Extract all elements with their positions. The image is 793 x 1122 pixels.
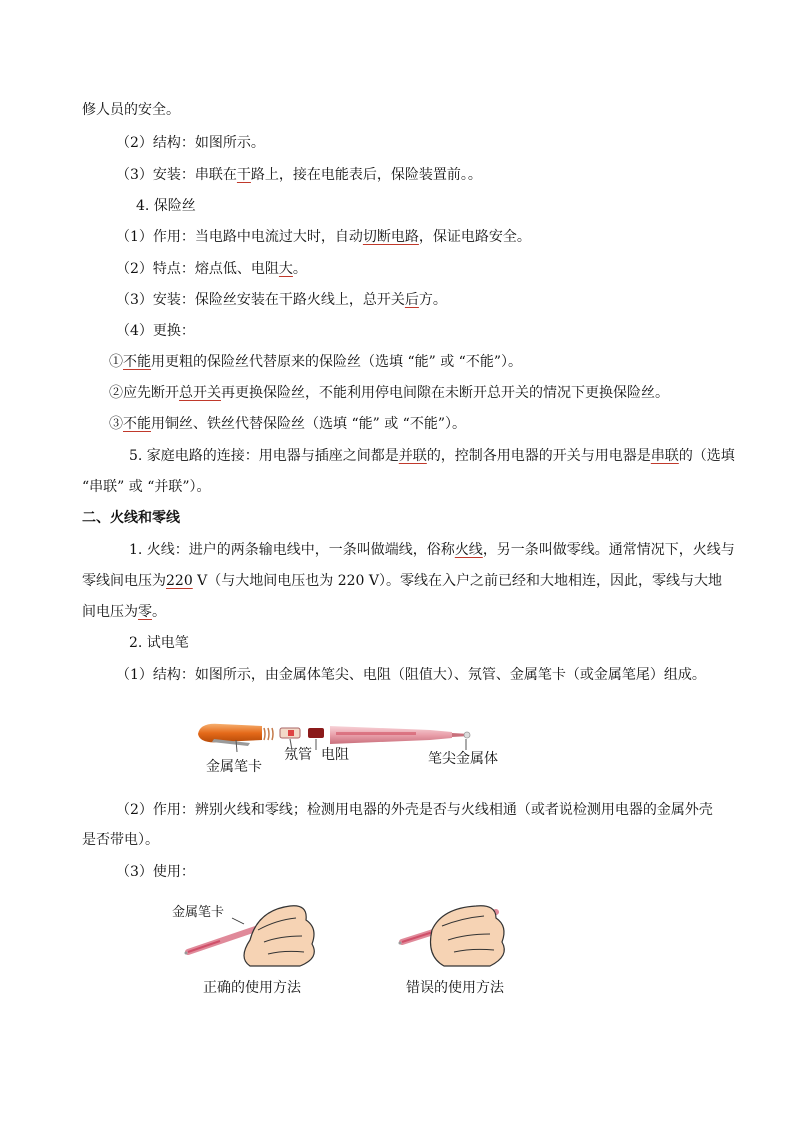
answer-text: 干 [236,167,251,183]
text-segment: 零线间电压为 [82,573,166,589]
text-line [109,352,522,372]
answer-text: 串联 [650,448,679,464]
text-line: “串联” 或 “并联”）。 [82,479,211,495]
label-tip: 笔尖金属体 [428,751,498,767]
text-line [129,446,735,466]
text-line [82,571,722,591]
text-segment: ，另一条叫做零线。通常情况下，火线与 [482,542,735,558]
answer-text: 火线 [454,542,483,558]
text-line [109,414,466,434]
text-segment: ③ [109,416,123,432]
text-line [116,259,307,279]
text-segment: ②应先断开 [109,385,179,401]
text-line: （3）使用： [116,864,195,880]
text-segment: 间电压为 [82,604,138,620]
spring [264,728,273,740]
text-line: （1）结构：如图所示，由金属体笔尖、电阻（阻值大）、氖管、金属笔卡（或金属笔尾）组成。 [116,667,706,683]
answer-text: 切断电路 [362,229,419,245]
text-line: 是否带电）。 [82,832,159,848]
label-clip: 金属笔卡 [206,759,262,775]
answer-text: 不能 [123,416,151,432]
text-line: （4）更换： [116,323,195,339]
text-segment: 。 [292,261,307,277]
answer-text: 总开关 [179,385,221,401]
text-line [116,165,482,185]
text-segment: 。 [152,604,166,620]
text-segment: 再更换保险丝，不能利用停电间隙在未断开总开关的情况下更换保险丝。 [221,385,669,401]
text-segment: ，保证电路安全。 [418,229,531,245]
text-segment: （3）安装：串联在 [116,167,237,183]
pen-cap [198,724,262,752]
caption-wrong: 错误的使用方法 [406,980,504,996]
answer-text: 零 [138,604,152,620]
text-segment: （1）作用：当电路中电流过大时，自动 [116,229,363,245]
text-segment: 用铜丝、铁丝代替保险丝（选填 “能” 或 “不能”）。 [151,416,466,432]
answer-text: 并联 [398,448,427,464]
answer-text: 不能 [123,354,151,370]
text-line: （2）作用：辨别火线和零线；检测用电器的外壳是否与火线相通（或者说检测用电器的金属外壳 [116,802,713,818]
text-segment: 5. 家庭电路的连接：用电器与插座之间都是 [129,448,399,464]
text-segment: V（与大地间电压也为 220 V）。零线在入户之前已经和大地相连，因此，零线与大地 [192,573,723,589]
text-line [116,290,447,310]
label-neon: 氖管 [284,747,312,763]
text-line [82,602,166,622]
text-segment: 路上，接在电能表后，保险装置前。。 [250,167,482,183]
label-clip-usage: 金属笔卡 [172,905,225,920]
heading: 2. 试电笔 [129,635,189,651]
text-segment: ① [109,354,123,370]
text-line [109,383,669,403]
correct-usage-illustration [180,900,360,975]
text-line: 修人员的安全。 [82,102,180,118]
text-segment: （3）安装：保险丝安装在干路火线上，总开关 [116,292,405,308]
text-segment: 方。 [418,292,447,308]
answer-text: 后 [404,292,419,308]
wrong-usage-illustration [392,900,552,975]
pen-body [330,726,470,750]
section-heading: 二、火线和零线 [82,510,180,526]
text-line: （2）结构：如图所示。 [116,135,265,151]
answer-text: 220 [166,573,193,589]
text-line [129,540,735,560]
text-line [116,227,531,247]
text-segment: （2）特点：熔点低、电阻 [116,261,279,277]
text-segment: 的，控制各用电器的开关与用电器是 [426,448,651,464]
text-segment: 1. 火线：进户的两条输电线中，一条叫做端线，俗称 [129,542,455,558]
text-segment: 用更粗的保险丝代替原来的保险丝（选填 “能” 或 “不能”）。 [151,354,522,370]
answer-text: 大 [278,261,293,277]
caption-correct: 正确的使用方法 [203,980,301,996]
label-resistor: 电阻 [321,747,349,763]
text-segment: 的（选填 [678,448,735,464]
heading: 4. 保险丝 [136,198,196,214]
